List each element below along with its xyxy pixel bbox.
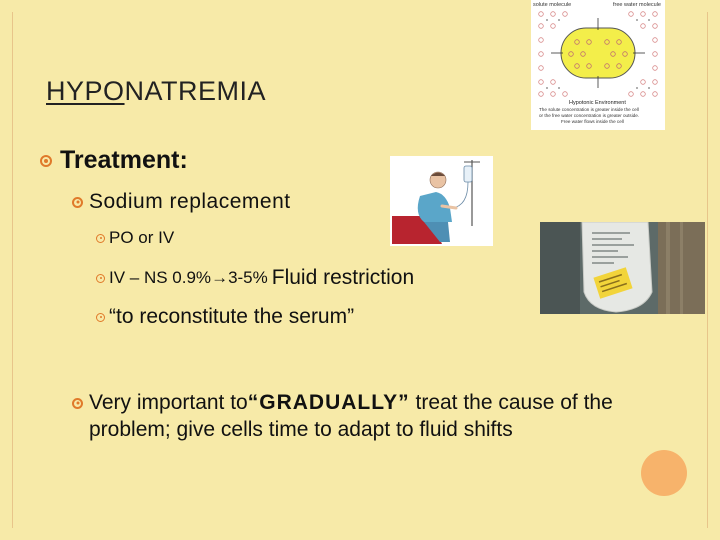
cell-label-water: free water molecule bbox=[613, 2, 661, 8]
gradually-text: “GRADUALLY” bbox=[247, 391, 410, 414]
fluid-restriction-text: Fluid restriction bbox=[271, 266, 415, 289]
treatment-text: Treatment: bbox=[60, 146, 188, 174]
bullet-icon bbox=[96, 234, 105, 243]
cell-caption-1: The solute concentration is greater inside the cell bbox=[539, 107, 639, 112]
very-important-line2: problem; give cells time to adapt to fluid shifts bbox=[89, 418, 513, 441]
patient-iv-illustration bbox=[390, 156, 493, 246]
bullet-sodium bbox=[72, 190, 291, 214]
cell-label-solute: solute molecule bbox=[533, 2, 572, 8]
bullet-reconstitute bbox=[96, 305, 354, 329]
bullet-iv-ns bbox=[96, 266, 414, 290]
cell-caption-2: or the free water concentration is greater outside. bbox=[539, 113, 640, 118]
bullet-icon bbox=[96, 313, 105, 322]
bullet-treatment bbox=[40, 146, 188, 175]
bullet-icon bbox=[72, 398, 83, 409]
very-important-post: treat the cause of the bbox=[409, 391, 613, 414]
slide-title bbox=[46, 76, 266, 107]
percent-text: 3-5% bbox=[228, 268, 268, 287]
bullet-very-important bbox=[72, 386, 692, 420]
reconstitute-text: “to reconstitute the serum” bbox=[109, 305, 355, 328]
cell-caption-title: Hypotonic Environment bbox=[569, 100, 626, 106]
bullet-icon bbox=[40, 155, 52, 167]
sodium-text: Sodium replacement bbox=[89, 190, 291, 213]
iv-ns-text: IV – NS 0.9% bbox=[109, 268, 212, 287]
title-underlined: HYPO bbox=[46, 76, 125, 106]
arrow-icon: → bbox=[211, 268, 229, 287]
hypotonic-cell-figure bbox=[531, 0, 665, 130]
bullet-icon bbox=[96, 274, 105, 283]
iv-bag-photo bbox=[540, 222, 705, 314]
bullet-icon bbox=[72, 197, 83, 208]
decorative-circle bbox=[641, 450, 687, 496]
title-rest: NATREMIA bbox=[124, 76, 267, 106]
po-iv-text: PO or IV bbox=[109, 228, 175, 247]
very-important-pre: Very important to bbox=[89, 391, 248, 414]
bullet-po-iv bbox=[96, 228, 174, 248]
cell-caption-3: Free water flows inside the cell bbox=[561, 119, 624, 124]
